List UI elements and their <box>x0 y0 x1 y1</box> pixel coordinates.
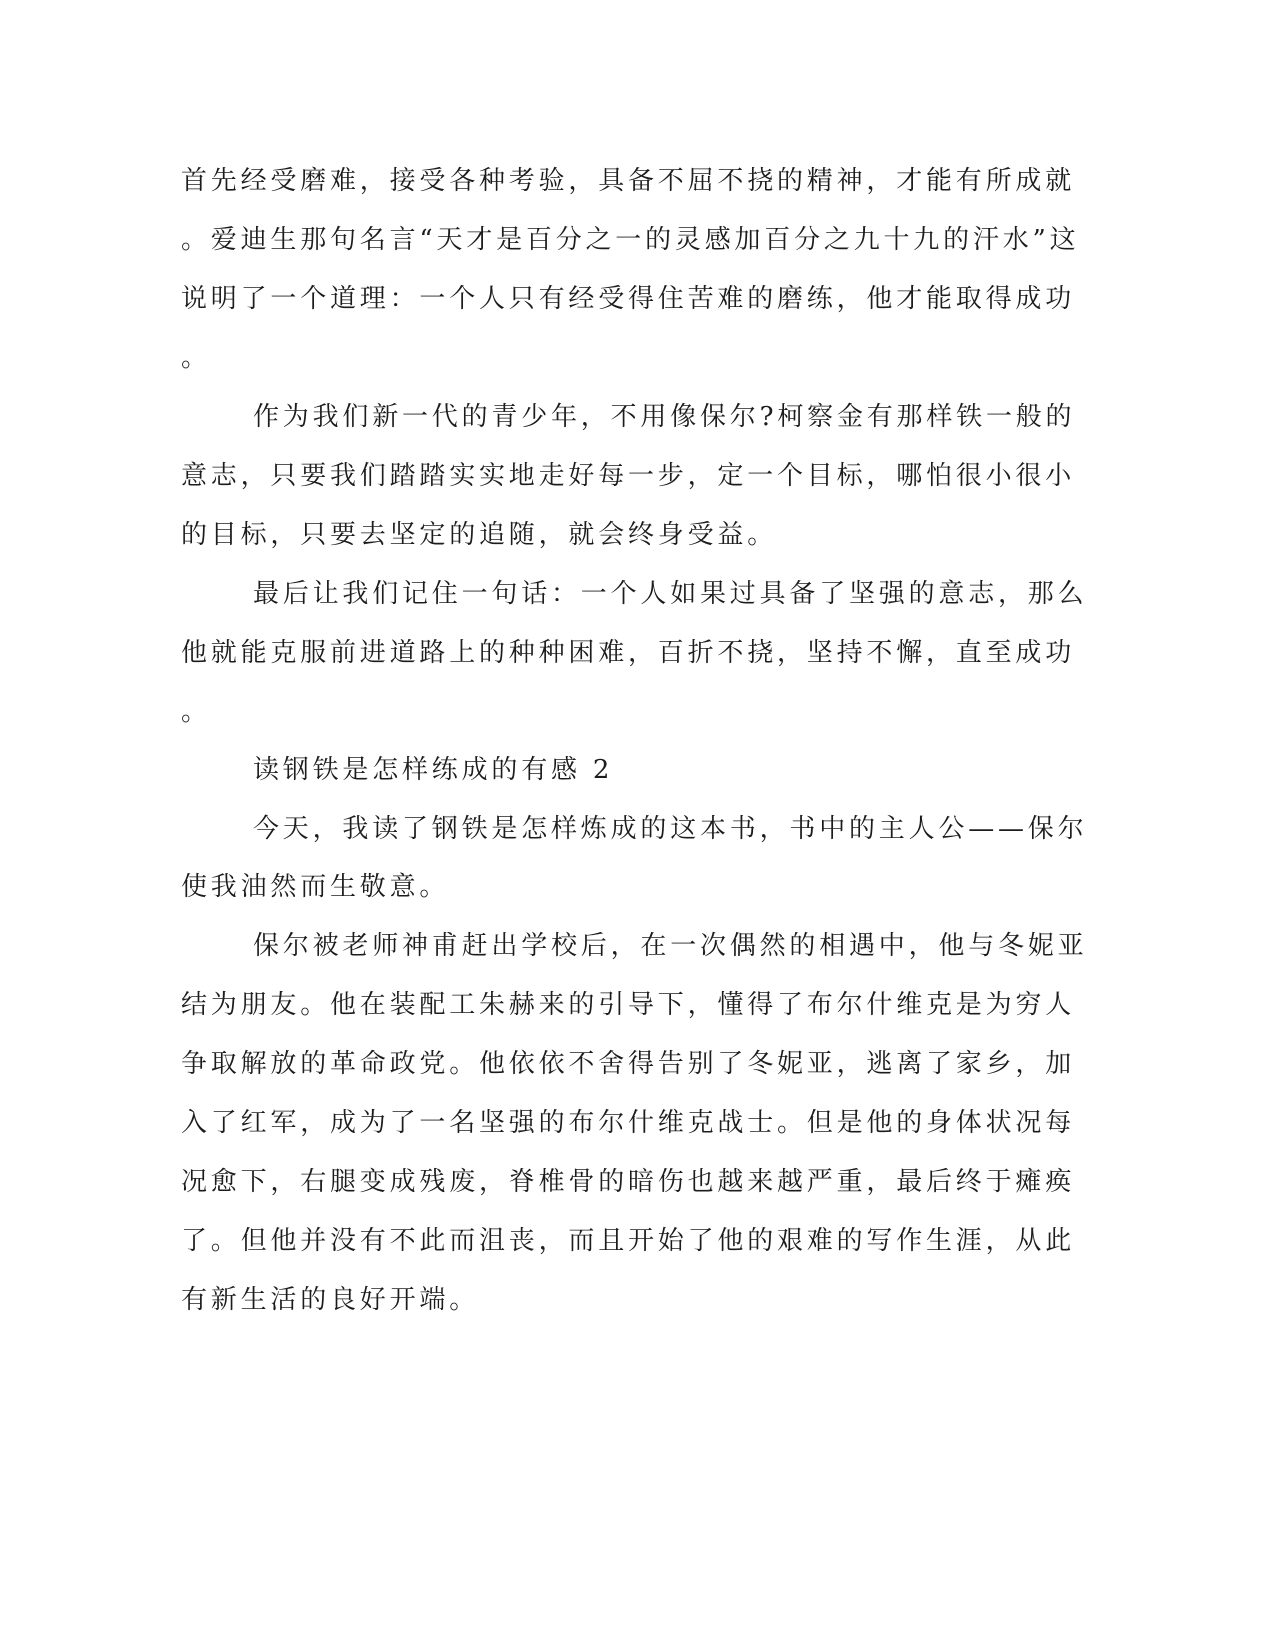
text-line-19: 了。但他并没有不此而沮丧，而且开始了他的艰难的写作生涯，从此 <box>181 1226 1076 1256</box>
text-line-4: 。 <box>181 343 211 373</box>
text-line-7: 的目标，只要去坚定的追随，就会终身受益。 <box>181 520 778 550</box>
text-line-5: 作为我们新一代的青少年，不用像保尔?柯察金有那样铁一般的 <box>253 402 1076 432</box>
text-line-8: 最后让我们记住一句话：一个人如果过具备了坚强的意志，那么 <box>253 579 1088 609</box>
text-line-12: 今天，我读了钢铁是怎样炼成的这本书，书中的主人公——保尔 <box>253 814 1088 844</box>
text-line-9: 他就能克服前进道路上的种种困难，百折不挠，坚持不懈，直至成功 <box>181 638 1076 668</box>
text-line-10: 。 <box>181 697 211 727</box>
section-heading: 读钢铁是怎样练成的有感 2 <box>253 755 614 785</box>
text-line-3: 说明了一个道理：一个人只有经受得住苦难的磨练，他才能取得成功 <box>181 284 1076 314</box>
text-line-16: 争取解放的革命政党。他依依不舍得告别了冬妮亚，逃离了家乡，加 <box>181 1049 1076 1079</box>
text-line-20: 有新生活的良好开端。 <box>181 1285 480 1315</box>
text-line-17: 入了红军，成为了一名坚强的布尔什维克战士。但是他的身体状况每 <box>181 1108 1076 1138</box>
text-line-15: 结为朋友。他在装配工朱赫来的引导下，懂得了布尔什维克是为穷人 <box>181 990 1076 1020</box>
text-line-6: 意志，只要我们踏踏实实地走好每一步，定一个目标，哪怕很小很小 <box>181 461 1076 491</box>
text-line-14: 保尔被老师神甫赶出学校后，在一次偶然的相遇中，他与冬妮亚 <box>253 931 1088 961</box>
text-line-2: 。爱迪生那句名言“天才是百分之一的灵感加百分之九十九的汗水”这 <box>181 225 1080 255</box>
text-line-1: 首先经受磨难，接受各种考验，具备不屈不挠的精神，才能有所成就 <box>181 166 1076 196</box>
text-line-13: 使我油然而生敬意。 <box>181 872 450 902</box>
text-line-18: 况愈下，右腿变成残废，脊椎骨的暗伤也越来越严重，最后终于瘫痪 <box>181 1167 1076 1197</box>
